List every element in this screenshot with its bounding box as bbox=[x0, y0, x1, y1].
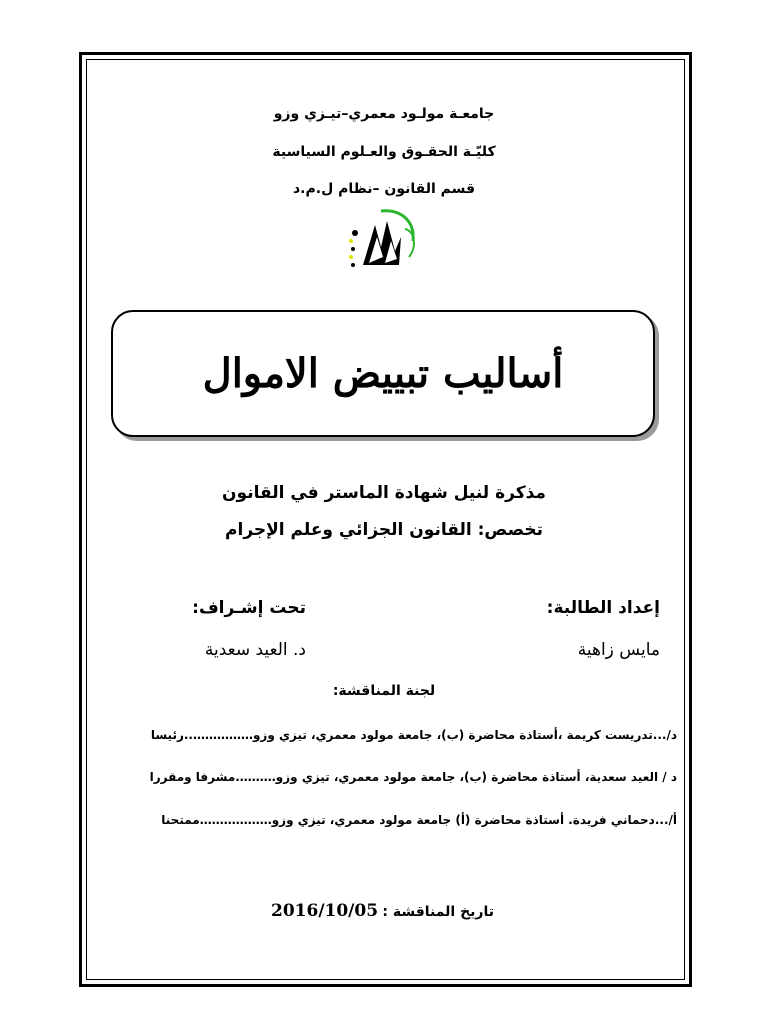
supervisor-label: تحت إشـراف: bbox=[192, 598, 306, 618]
committee-member: د/...تدريست كريمة ،أستاذة محاضرة (ب)، جامعة مولود معمري، تيزي وزو……………..رئيسا bbox=[150, 728, 677, 742]
university-logo-icon bbox=[343, 207, 419, 273]
committee-member: د / العيد سعدية، أستاذة محاضرة (ب)، جامعة مولود معمري، تيزي وزو……….مشرفا ومقررا bbox=[149, 770, 677, 784]
memo-specialty: تخصص: القانون الجزائي وعلم الإجرام bbox=[225, 520, 543, 540]
department-name: قسم القانون –نظام ل.م.د bbox=[292, 181, 476, 197]
thesis-title: أساليب تبييض الاموال bbox=[202, 350, 564, 397]
defense-date: 2016/10/05 bbox=[271, 901, 379, 921]
student-name: مايس زاهية bbox=[577, 640, 660, 660]
committee-member: أ/...دحماني فريدة. أستاذة محاضرة (أ) جامعة مولود معمري، تيزي وزو………………ممتحنا bbox=[161, 813, 677, 827]
title-box bbox=[111, 310, 655, 437]
supervisor-name: د. العيد سعدية bbox=[204, 640, 306, 660]
university-name: جامعـة مولـود معمري–تيـزي وزو bbox=[273, 106, 495, 122]
student-label: إعداد الطالبة: bbox=[546, 598, 660, 618]
defense-date-label: تاريخ المناقشة : bbox=[382, 904, 494, 920]
faculty-name: كليّـة الحقـوق والعـلوم السياسية bbox=[272, 144, 496, 160]
committee-label: لجنة المناقشة: bbox=[332, 683, 436, 699]
memo-purpose: مذكرة لنيل شهادة الماستر في القانون bbox=[222, 483, 546, 503]
